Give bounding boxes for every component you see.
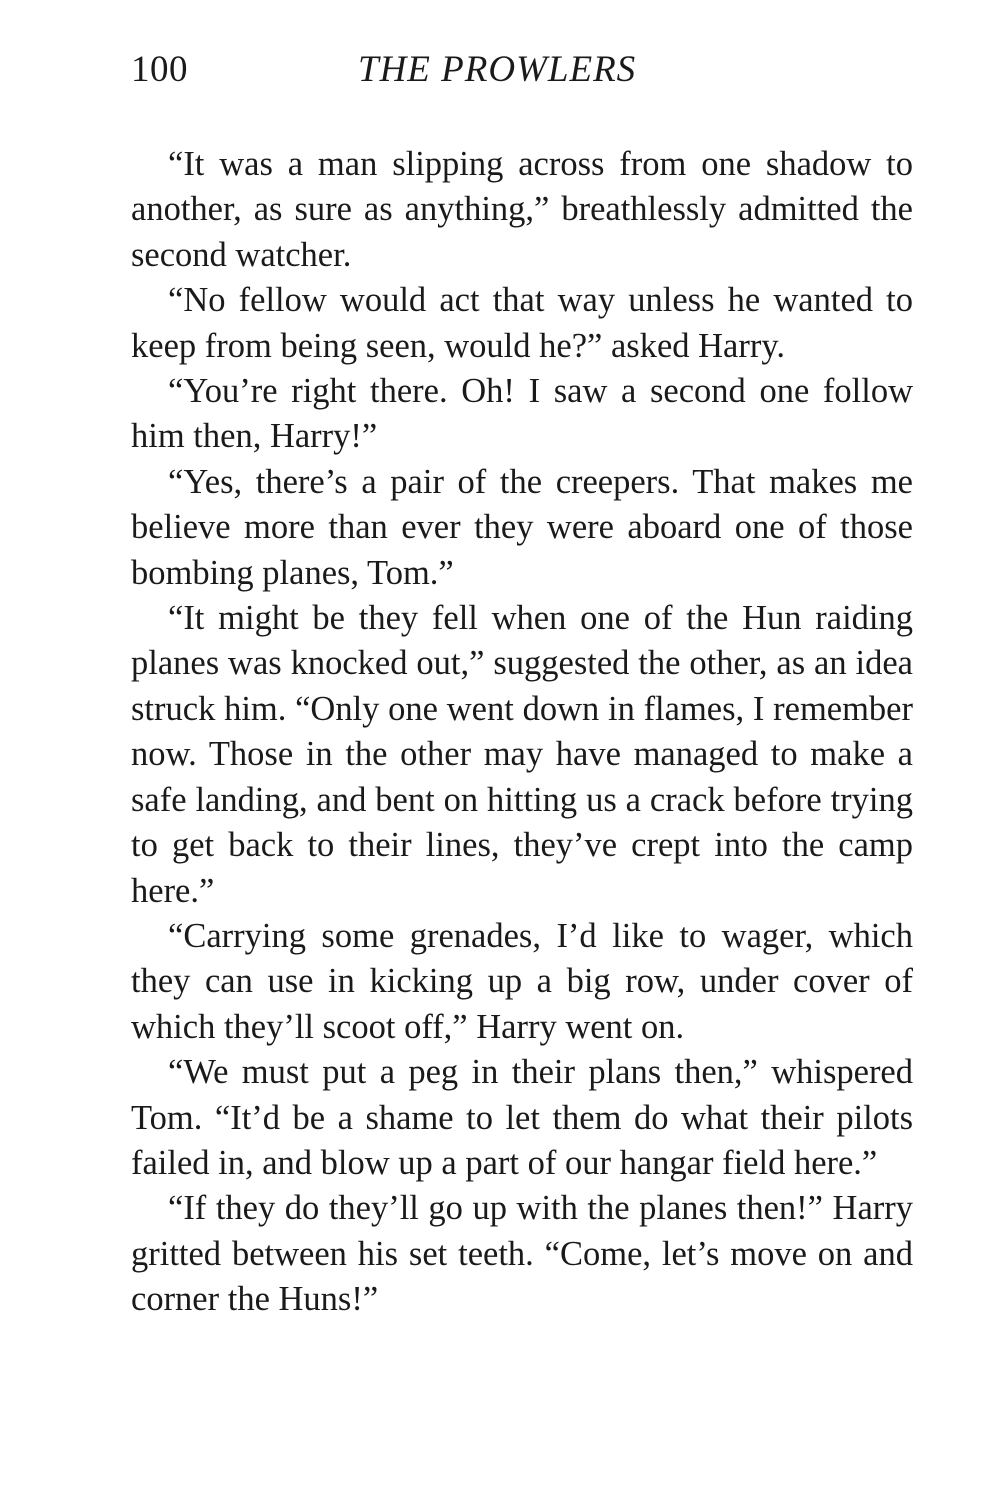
paragraph: “Yes, there’s a pair of the creepers. That makes me believe more than ever they were aboard one of those bombing planes, Tom.” <box>131 462 913 592</box>
paragraph: “It might be they fell when one of the Hun raiding planes was knocked out,” suggested the other, as an idea struck him. “Only one went down in flames, I remember now. Those in the other may have managed to make a safe landing, and bent on hitting us a crack before trying to get back to their lines, they’ve crept into the camp here.” <box>131 599 913 910</box>
running-head <box>131 40 913 100</box>
paragraph: “If they do they’ll go up with the planes then!” Harry gritted between his set teeth. “Come, let’s move on and corner the Huns!” <box>131 1189 913 1319</box>
running-title: THE PROWLERS <box>358 49 637 90</box>
paragraph: “You’re right there. Oh! I saw a second one follow him then, Harry!” <box>131 372 913 456</box>
page-number: 100 <box>131 49 188 90</box>
paragraph: “Carrying some grenades, I’d like to wager, which they can use in kicking up a big row, under cover of which they’ll scoot off,” Harry went on. <box>131 916 913 1046</box>
paragraph: “No fellow would act that way unless he wanted to keep from being seen, would he?” asked Harry. <box>131 281 913 365</box>
paragraph: “We must put a peg in their plans then,” whispered Tom. “It’d be a shame to let them do what their pilots failed in, and blow up a part of our hangar field here.” <box>131 1053 913 1182</box>
body-text <box>131 142 913 1323</box>
book-page <box>131 40 913 1470</box>
paragraph: “It was a man slipping across from one shadow to another, as sure as anything,” breathlessly admitted the second watcher. <box>131 145 913 274</box>
